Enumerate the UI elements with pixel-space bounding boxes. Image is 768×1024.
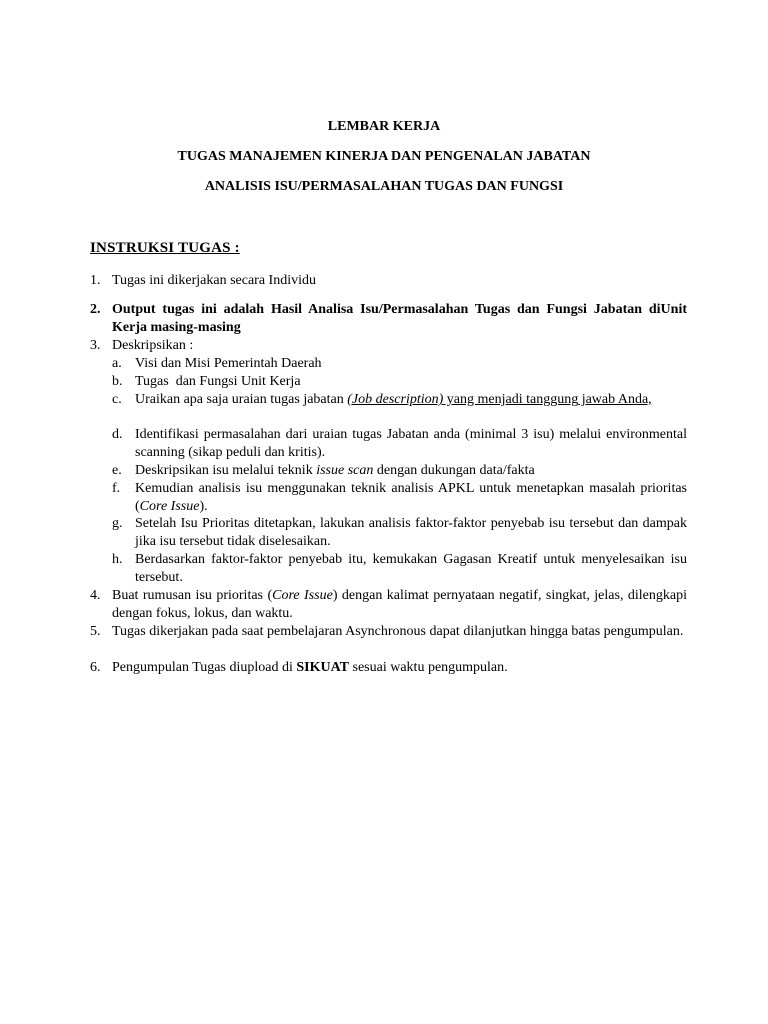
- sub-item-b: b. Tugas dan Fungsi Unit Kerja: [112, 374, 301, 389]
- sub-item-e: e. Deskripsikan isu melalui teknik issue scan dengan dukungan data/fakta: [112, 463, 535, 478]
- list-item-2: 2. Output tugas ini adalah Hasil Analisa Isu/Permasalahan Tugas dan Fungsi Jabatan diUnit Kerja masing-masing: [90, 302, 687, 335]
- sub-item-f: f. Kemudian analisis isu menggunakan teknik analisis APKL untuk menetapkan masalah prioritas (Core Issue).: [112, 481, 687, 514]
- list-item-6: 6. Pengumpulan Tugas diupload di SIKUAT sesuai waktu pengumpulan.: [90, 660, 508, 675]
- title-tugas: TUGAS MANAJEMEN KINERJA DAN PENGENALAN JABATAN: [177, 149, 591, 164]
- sub-item-a: a. Visi dan Misi Pemerintah Daerah: [112, 356, 322, 371]
- title-analisis: ANALISIS ISU/PERMASALAHAN TUGAS DAN FUNGSI: [204, 179, 564, 194]
- list-item-3: 3. Deskripsikan :: [90, 338, 194, 353]
- sub-item-c: c. Uraikan apa saja uraian tugas jabatan (Job description) yang menjadi tanggung jawab Anda,: [112, 392, 652, 407]
- title-lembar-kerja: LEMBAR KERJA: [327, 119, 441, 134]
- list-item-5: 5. Tugas dikerjakan pada saat pembelajaran Asynchronous dapat dilanjutkan hingga batas pengumpulan.: [90, 624, 684, 639]
- sub-item-d: d. Identifikasi permasalahan dari uraian tugas Jabatan anda (minimal 3 isu) melalui environmental scanning (sikap peduli dan kritis).: [112, 427, 687, 460]
- list-item-4: 4. Buat rumusan isu prioritas (Core Issue) dengan kalimat pernyataan negatif, singkat, jelas, dilengkapi dengan fokus, lokus, dan waktu.: [90, 588, 687, 621]
- list-item-1: 1. Tugas ini dikerjakan secara Individu: [90, 273, 316, 288]
- title-block: [0, 118, 768, 208]
- instruksi-heading: INSTRUKSI TUGAS :: [90, 240, 240, 256]
- sub-item-g: g. Setelah Isu Prioritas ditetapkan, lakukan analisis faktor-faktor penyebab isu tersebut dan dampak jika isu tersebut tidak diselesaikan.: [112, 516, 687, 549]
- sub-item-h: h. Berdasarkan faktor-faktor penyebab itu, kemukakan Gagasan Kreatif untuk menyelesaikan isu tersebut.: [112, 552, 687, 585]
